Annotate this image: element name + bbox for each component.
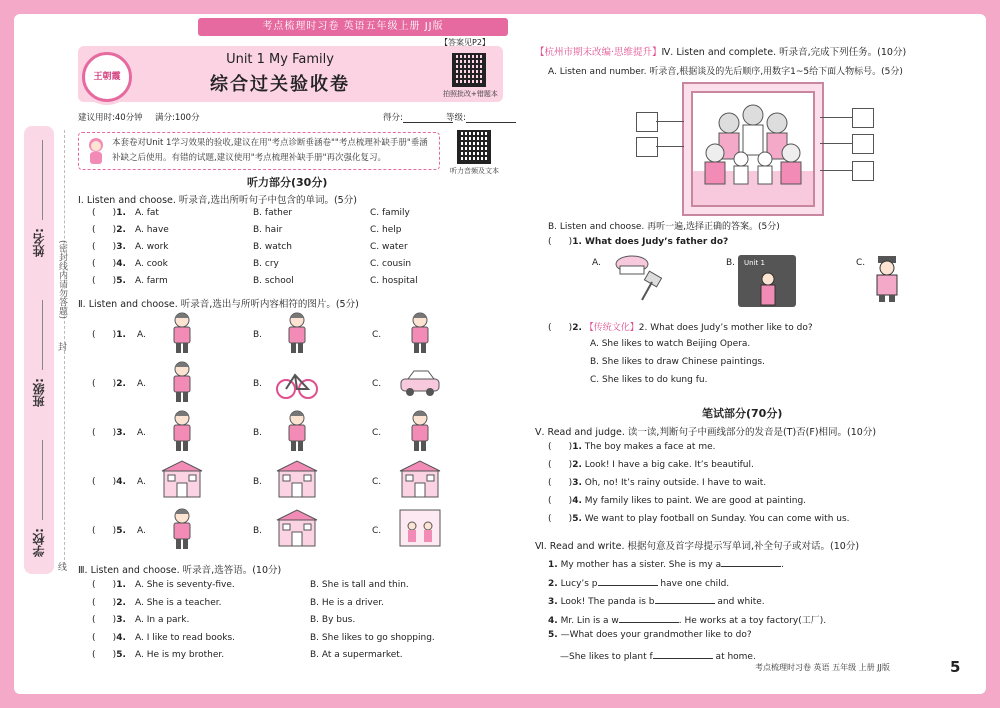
q6-row5-answer [560,648,756,662]
q2-row: ( )1. [92,330,126,340]
q4-b2-option-a: A. She likes to watch Beijing Opera. [590,339,751,349]
q3-option-a[interactable]: A. In a park. [135,615,190,625]
family-photo [691,91,815,207]
q4-b1: ( )1. What does Judy’s father do? [548,237,729,247]
qr-caption-grading: 拍照批改+错题本 [443,90,498,98]
q1-option-a[interactable]: A. work [135,242,169,252]
q1-row: ( )1. [92,208,126,218]
question-number: 5. [572,514,582,524]
q5-row: ( )3. Oh, no! It’s rainy outside. I have to wait. [548,478,767,488]
q1-option-c[interactable]: C. help [370,225,402,235]
page-number: 5 [950,658,961,676]
question-number: 2. [116,597,126,608]
q2-option-a: A. [137,428,146,438]
full-score-info: 满分:100分 [155,113,200,123]
q1-option-c[interactable]: C. hospital [370,276,418,286]
q6-title: Ⅵ. Read and write. 根据句意及首字母提示写单词,补全句子或对话。(10分) [535,541,860,552]
q1-row: ( )2. [92,225,126,235]
q4-b2-option-c: C. She likes to do kung fu. [590,375,708,385]
q6-text-before: —What does your grandmother like to do? [560,630,752,640]
question-number: 2. [116,225,126,235]
q2-option-a: A. [137,330,146,340]
question-number: 1. [572,442,582,452]
q5-row: ( )5. We want to play football on Sunday. You can come with us. [548,514,850,524]
question-number: 4. [116,632,126,643]
school-building-icon[interactable] [275,506,319,550]
score-field[interactable] [383,111,453,123]
brand-logo [82,52,132,102]
header-banner: 考点梳理时习卷 英语五年级上册 JJ版 [198,18,508,36]
q4-title [535,44,906,58]
q3-row: ( )4. [92,632,126,643]
q2-option-c: C. [372,428,382,438]
q6-text-before: Mr. Lin is a w [560,615,619,626]
class-line [42,300,43,370]
q6-row [548,612,826,626]
pointer-line-4 [820,143,852,144]
q3-option-a[interactable]: A. She is a teacher. [135,597,222,608]
grade-field[interactable] [446,111,516,123]
number-box-5[interactable] [852,161,874,181]
q3-row: ( )3. [92,615,126,625]
pointer-line-2 [656,146,684,147]
q4-b2-tag: 【传统文化】 [584,323,639,333]
q5-row: ( )4. My family likes to paint. We are good at painting. [548,496,807,506]
q2-option-c: C. [372,330,382,340]
question-number: 3. [116,615,126,625]
grade-label: 等级: [446,113,466,123]
question-number: 4. [548,615,558,626]
q2-option-b: B. [253,477,263,487]
qr-code-grading[interactable] [452,53,486,87]
q3-option-a[interactable]: A. She is seventy-five. [135,580,235,590]
q6-text-after: have one child. [657,578,730,589]
q3-option-a[interactable]: A. I like to read books. [135,632,236,643]
q3-option-b[interactable]: B. By bus. [310,615,356,625]
question-number: 2. [548,578,558,589]
q6-row [548,630,752,640]
q2-row: ( )4. [92,477,126,487]
q1-option-a[interactable]: A. have [135,225,169,235]
q6-row5b-after: at home. [712,652,756,662]
q3-row: ( )1. [92,580,126,590]
question-number: 3. [116,428,126,438]
girl-hat-icon[interactable] [398,408,442,452]
q2-option-a: A. [137,477,146,487]
q1-option-b[interactable]: B. father [253,208,293,218]
q5-sentence: We want to play football on Sunday. You can come with us. [584,514,850,524]
question-number: 1. [116,208,126,218]
number-box-3[interactable] [852,108,874,128]
name-label: 姓名: [32,228,46,257]
binding-strip [24,126,54,574]
question-number: 5. [116,276,126,286]
q1-option-a[interactable]: A. farm [135,276,168,286]
boy-cap-icon[interactable] [160,408,204,452]
woman-curly-hair-icon[interactable] [275,408,319,452]
q6-text-after: . [781,560,785,570]
question-number: 4. [116,477,126,487]
pointer-line-1 [656,121,684,122]
question-number: 4. [116,259,126,269]
boy-skateboard-icon[interactable] [160,359,204,403]
basketball-boy-icon[interactable] [160,506,204,550]
q2-title: Ⅱ. Listen and choose. 听录音,选出与所听内容相符的图片。(5分) [78,299,359,310]
q4-title-tag: 【杭州市期末改编·思维提升】 [535,47,662,58]
q2-option-a: A. [137,526,146,536]
q1-option-b[interactable]: B. school [253,276,294,286]
q2-option-c: C. [372,477,382,487]
question-number: 3. [572,478,582,488]
question-number: 3. [116,242,126,252]
q6-blank[interactable] [619,612,679,623]
q5-sentence: My family likes to paint. We are good at painting. [584,496,807,506]
q4-b1-option-c: C. [856,258,866,268]
q4-b1-option-b: B. [726,258,736,268]
q4-part-b: B. Listen and choose. 再听一遍,选择正确的答案。(5分) [548,222,780,232]
q6-blank[interactable] [655,593,715,604]
q2-option-c: C. [372,379,382,389]
shop-icon[interactable] [160,457,204,501]
q1-option-a[interactable]: A. cook [135,259,168,269]
q3-title: Ⅲ. Listen and choose. 听录音,选答语。(10分) [78,565,282,576]
q4-part-a: A. Listen and number. 听录音,根据谈及的先后顺序,用数字1~5给下面人物标号。(5分) [548,67,903,77]
blackboard-text: Unit 1 [744,259,765,267]
question-number: 5. [116,526,126,536]
q3-option-b[interactable]: B. She likes to go shopping. [310,632,435,643]
q1-row: ( )4. [92,259,126,269]
q6-row5b-blank[interactable] [653,648,713,659]
question-number: 3. [548,597,558,607]
q6-blank[interactable] [721,556,781,567]
family-photo-frame [682,82,824,216]
q1-option-b[interactable]: B. cry [253,259,279,269]
q6-text-before: Look! The panda is b [560,597,655,607]
bicycle-icon[interactable] [275,359,319,403]
listening-section-title: 听力部分(30分) [247,176,328,189]
q4-b1-option-a: A. [592,258,601,268]
footer-text: 考点梳理时习卷 英语 五年级 上册 JJ版 [755,663,890,672]
seal-char: 封 [58,343,68,353]
q3-option-b[interactable]: B. He is a driver. [310,597,384,608]
q5-row: ( )2. Look! I have a big cake. It’s beautiful. [548,460,754,470]
blackboard-teacher-picture[interactable] [738,255,796,307]
question-number: 2. [572,460,582,470]
q4-title-text: Ⅳ. Listen and complete. 听录音,完成下列任务。(10分) [661,47,907,58]
question-number: 4. [572,496,582,506]
grade-blank[interactable] [466,112,516,123]
girl-mascot-icon [84,135,108,165]
answer-reference: 【答案见P2】 [440,38,490,47]
q3-option-a[interactable]: A. He is my brother. [135,650,225,660]
q1-row: ( )5. [92,276,126,286]
teacher-icon [756,271,780,307]
q2-option-b: B. [253,330,263,340]
q2-option-a: A. [137,379,146,389]
q1-row: ( )3. [92,242,126,252]
girl-long-hair-icon[interactable] [160,310,204,354]
usage-note: 本套卷对Unit 1学习效果的验收,建议在用"考点诊断垂涵卷""考点梳理补缺手册"垂涵补缺之后使用。有错的试题,建议使用"考点梳理补缺手册"再次强化复习。 [112,138,428,163]
police-officer-icon[interactable] [872,254,902,302]
qr-caption-audio: 听力音频及文本 [450,167,499,175]
q2-row: ( )2. [92,379,126,389]
q5-sentence: Oh, no! It’s rainy outside. I have to wait. [584,478,767,488]
written-section-title: 笔试部分(70分) [702,407,783,420]
q1-option-c[interactable]: C. family [370,208,410,218]
q2-option-c: C. [372,526,382,536]
q3-row: ( )5. [92,650,126,660]
line-char: 线 [58,563,68,573]
number-box-4[interactable] [852,134,874,154]
name-line [42,140,43,220]
q2-row: ( )5. [92,526,126,536]
q1-option-c[interactable]: C. cousin [370,259,412,269]
number-box-2[interactable] [636,137,658,157]
q2-row: ( )3. [92,428,126,438]
car-icon[interactable] [398,359,442,403]
q3-option-b[interactable]: B. At a supermarket. [310,650,403,660]
unit-title: Unit 1 My Family [226,52,334,67]
q4-b2: ( )2. 【传统文化】2. What does Judy’s mother like to do? [548,323,813,333]
q2-option-b: B. [253,379,263,389]
q6-text-after: and white. [714,597,765,607]
q6-text-after: . He works at a toy factory(工厂). [678,615,827,626]
q1-option-b[interactable]: B. watch [253,242,292,252]
seal-note: (密封线内请勿答题) [57,240,67,320]
girl-ponytail-icon[interactable] [398,310,442,354]
q4-b2-option-b: B. She likes to draw Chinese paintings. [590,357,765,367]
q1-option-b[interactable]: B. hair [253,225,283,235]
time-info: 建议用时:40分钟 [78,113,143,123]
q5-row: ( )1. The boy makes a face at me. [548,442,716,452]
pointer-line-5 [820,170,852,171]
q6-text-before: My mother has a sister. She is my a [560,560,722,570]
school-line [42,440,43,520]
q5-sentence: The boy makes a face at me. [584,442,716,452]
q6-text-before: Lucy’s p [560,578,598,589]
q6-blank[interactable] [598,575,658,586]
q1-option-a[interactable]: A. fat [135,208,159,218]
question-number: 1. [116,580,126,590]
question-number: 2. [116,379,126,389]
q6-row [548,556,784,570]
q2-option-b: B. [253,526,263,536]
number-box-1[interactable] [636,112,658,132]
q3-row: ( )2. [92,597,126,608]
q3-option-b[interactable]: B. She is tall and thin. [310,580,409,590]
question-number: 1. [116,330,126,340]
q6-row [548,575,729,589]
class-label: 班级: [32,378,46,407]
q5-sentence: Look! I have a big cake. It’s beautiful. [584,460,754,470]
q1-option-c[interactable]: C. water [370,242,408,252]
park-family-icon[interactable] [398,506,442,550]
q4-b1-question: 1. What does Judy’s father do? [572,237,729,247]
woman-dress-icon[interactable] [275,310,319,354]
market-stall-icon[interactable] [275,457,319,501]
q4-b2-question: 2. What does Judy’s mother like to do? [638,323,813,333]
chef-hat-spatula-icon[interactable] [612,254,666,302]
q2-option-b: B. [253,428,263,438]
question-number: 5. [116,650,126,660]
exam-title: 综合过关验收卷 [210,74,350,95]
pointer-line-3 [820,117,852,118]
question-number: 1. [548,560,558,570]
hospital-building-icon[interactable] [398,457,442,501]
school-label: 学校: [32,528,46,557]
q1-title: Ⅰ. Listen and choose. 听录音,选出所听句子中包含的单词。(5分) [78,195,357,206]
family-illustration-icon [693,93,813,205]
q6-row [548,593,765,607]
question-number: 5. [548,630,558,640]
score-label: 得分: [383,113,403,123]
qr-code-audio[interactable] [457,130,491,164]
q6-row5b-before: —She likes to plant f [560,652,653,662]
q5-title: Ⅴ. Read and judge. 读一读,判断句子中画线部分的发音是(T)否(F)相同。(10分) [535,427,877,438]
logo-text: 王朝霞 [93,72,121,82]
